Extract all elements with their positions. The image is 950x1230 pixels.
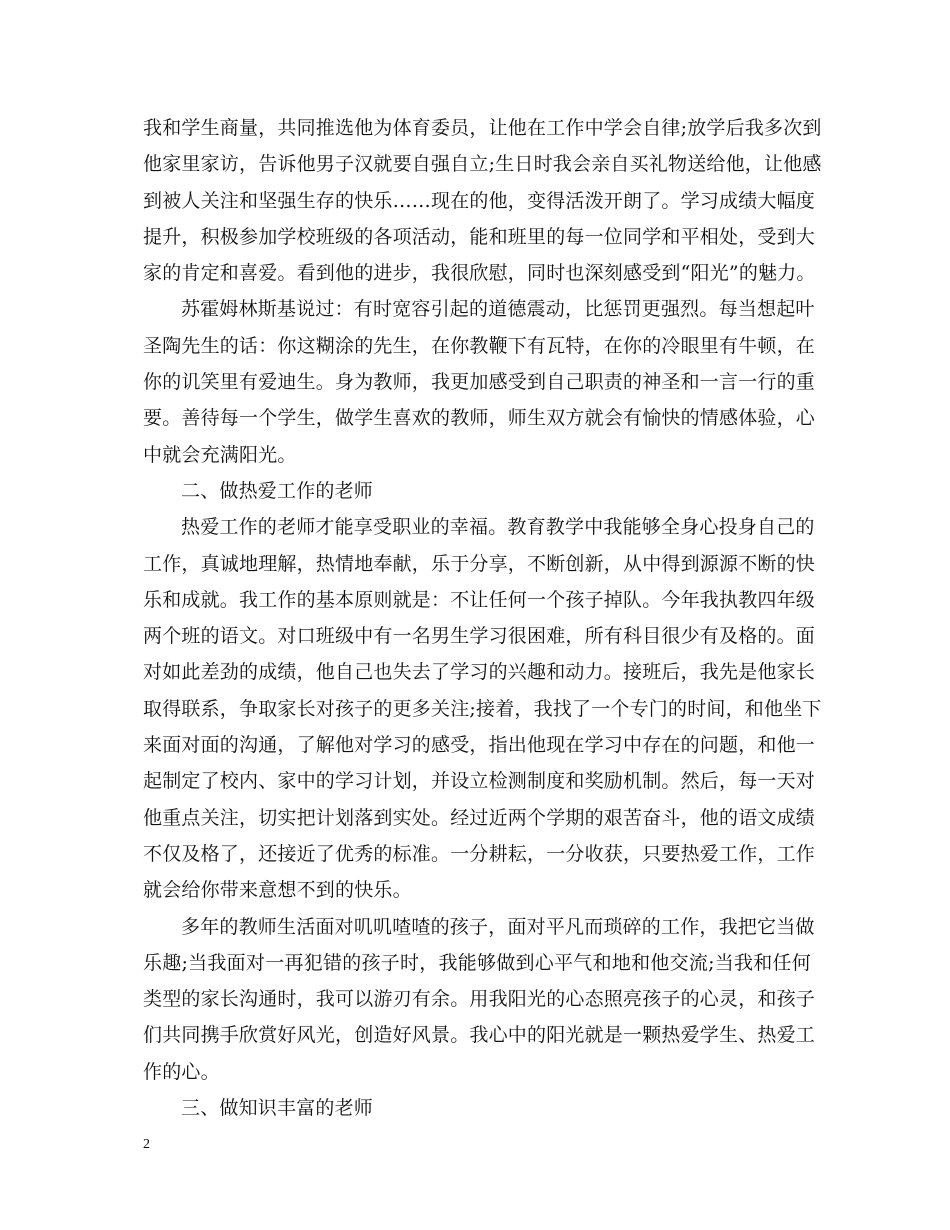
text-line: 要。善待每一个学生，做学生喜欢的教师，师生双方就会有愉快的情感体验，心 bbox=[143, 407, 816, 430]
document-body bbox=[143, 110, 822, 1126]
text-line: 两个班的语文。对口班级中有一名男生学习很困难，所有科目很少有及格的。面 bbox=[143, 625, 816, 648]
text-line: 他重点关注，切实把计划落到实处。经过近两个学期的艰苦奋斗，他的语文成绩 bbox=[143, 806, 816, 829]
section-heading: 二、做热爱工作的老师 bbox=[181, 479, 374, 502]
text-line: 我和学生商量，共同推选他为体育委员，让他在工作中学会自律;放学后我多次到 bbox=[143, 117, 822, 139]
text-line: 就会给你带来意想不到的快乐。 bbox=[143, 879, 412, 902]
text-line: 乐和成就。我工作的基本原则就是：不让任何一个孩子掉队。今年我执教四年级 bbox=[143, 588, 816, 611]
text-line: 们共同携手欣赏好风光，创造好风景。我心中的阳光就是一颗热爱学生、热爱工 bbox=[143, 1024, 816, 1047]
text-line: 他家里家访，告诉他男子汉就要自强自立;生日时我会亲自买礼物送给他，让他感 bbox=[143, 153, 822, 176]
text-line: 热爱工作的老师才能享受职业的幸福。教育教学中我能够全身心投身自己的 bbox=[181, 516, 815, 539]
text-line: 不仅及格了，还接近了优秀的标准。一分耕耘，一分收获，只要热爱工作，工作 bbox=[143, 842, 816, 865]
text-line: 来面对面的沟通，了解他对学习的感受，指出他现在学习中存在的问题，和他一 bbox=[143, 734, 816, 757]
text-line: 乐趣;当我面对一再犯错的孩子时，我能够做到心平气和地和他交流;当我和任何 bbox=[143, 951, 811, 974]
text-line: 工作，真诚地理解，热情地奉献，乐于分享，不断创新，从中得到源源不断的快 bbox=[143, 552, 816, 575]
page-number: 2 bbox=[143, 1137, 150, 1152]
text-line: 到被人关注和坚强生存的快乐……现在的他，变得活泼开朗了。学习成绩大幅度 bbox=[143, 189, 816, 212]
text-line: 提升，积极参加学校班级的各项活动，能和班里的每一位同学和平相处，受到大 bbox=[143, 225, 816, 248]
text-line: 多年的教师生活面对叽叽喳喳的孩子，面对平凡而琐碎的工作，我把它当做 bbox=[181, 915, 815, 938]
text-line: 对如此差劲的成绩，他自己也失去了学习的兴趣和动力。接班后，我先是他家长 bbox=[143, 661, 816, 684]
text-line: 取得联系，争取家长对孩子的更多关注;接着，我找了一个专门的时间，和他坐下 bbox=[143, 697, 822, 720]
text-line: 类型的家长沟通时，我可以游刃有余。用我阳光的心态照亮孩子的心灵，和孩子 bbox=[143, 988, 816, 1011]
text-line: 圣陶先生的话：你这糊涂的先生，在你教鞭下有瓦特，在你的冷眼里有牛顿，在 bbox=[143, 334, 816, 357]
text-line: 中就会充满阳光。 bbox=[143, 443, 297, 466]
text-line: 作的心。 bbox=[143, 1060, 220, 1083]
text-line: 你的讥笑里有爱迪生。身为教师，我更加感受到自己职责的神圣和一言一行的重 bbox=[143, 371, 816, 394]
text-line: 苏霍姆林斯基说过：有时宽容引起的道德震动，比惩罚更强烈。每当想起叶 bbox=[181, 298, 815, 321]
text-line: 家的肯定和喜爱。看到他的进步，我很欣慰，同时也深刻感受到“阳光”的魅力。 bbox=[143, 262, 816, 285]
section-heading: 三、做知识丰富的老师 bbox=[181, 1097, 374, 1120]
text-line: 起制定了校内、家中的学习计划，并设立检测制度和奖励机制。然后，每一天对 bbox=[143, 770, 816, 793]
